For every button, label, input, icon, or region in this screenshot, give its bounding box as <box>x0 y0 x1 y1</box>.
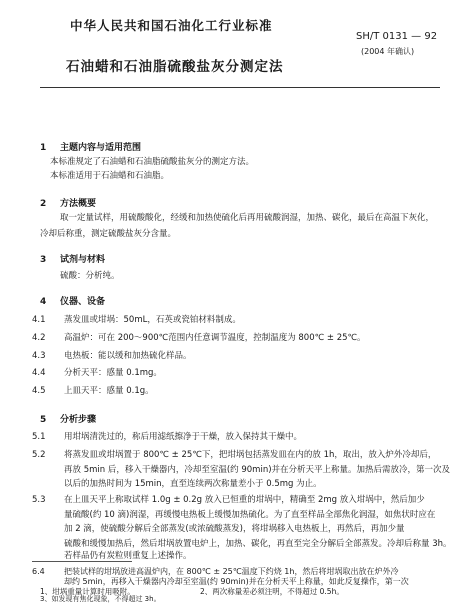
footnote: 1、坩埚重量计算时用吸附。 <box>40 587 135 596</box>
item-text: 硫酸和缓慢加热后，然后坩埚放置电炉上，加热、碳化，再直至完全分解后全部蒸发。冷却后称量 3h。 <box>64 539 452 549</box>
item-text: 在上皿天平上称取试样 1.0g ± 0.2g 放入已恒重的坩埚中，精确至 2mg 放入坩埚中，然后加少 <box>64 495 425 505</box>
item-text: 电热板：能以缓和加热硫化样品。 <box>64 351 192 361</box>
item-text: 量硫酸(约 10 滴)润湿，再缓慢电热板上缓慢加热硫化。为了直至样品全部焦化润湿，如焦状时应在 <box>64 510 436 520</box>
section-title: 仪器、设备 <box>60 297 106 307</box>
standard-confirmation-note: (2004 年确认) <box>361 47 415 56</box>
item-text: 把装试样的坩埚放进高温炉内，在 800℃ ± 25℃温度下约烧 1h，然后将坩埚取出放在炉外冷 <box>64 567 399 576</box>
procedure-line <box>32 448 436 460</box>
item-text: 高温炉：可在 200～900℃范围内任意调节温度，控制温度为 800℃ ± 25℃。 <box>64 333 366 343</box>
section-number: 4 <box>40 297 47 307</box>
item-text: 上皿天平：感量 0.1g。 <box>64 386 154 396</box>
standard-number: SH/T 0131 — 92 <box>356 31 438 42</box>
section-title: 分析步骤 <box>60 415 97 425</box>
item-text: 再放 5min 后，移入干燥器内，冷却至室温(约 90min)并在分析天平上称量。加热后需放冷，第一次及 <box>64 465 451 475</box>
item-text: 蒸发皿或坩埚：50mL，石英或瓷铂材料制成。 <box>64 315 241 325</box>
section-title: 试剂与材料 <box>60 255 106 265</box>
equipment-item <box>32 366 162 378</box>
procedure-line <box>32 430 302 442</box>
item-number: 4.4 <box>32 368 46 378</box>
item-number: 5.1 <box>32 432 46 442</box>
procedure-line <box>32 549 192 561</box>
procedure-line <box>32 493 425 505</box>
footnote: 2、两次称量差必须注明，不得超过 0.5h。 <box>200 587 344 596</box>
section-3-heading <box>40 252 105 265</box>
item-number: 5.2 <box>32 450 46 460</box>
section-5-heading <box>40 412 96 425</box>
equipment-item <box>32 384 154 396</box>
section-number: 5 <box>40 415 47 425</box>
procedure-line <box>32 522 404 534</box>
item-text: 却约 5min，再移入干燥器内冷却至室温(约 90min)并在分析天平上称量，如此反复操作，第一次 <box>64 577 409 586</box>
section-1-paragraph-2: 本标准适用于石油蜡和石油脂。 <box>50 171 170 181</box>
item-number: 4.5 <box>32 386 46 396</box>
item-number: 6.4 <box>32 567 45 576</box>
item-text: 用坩埚清洗过的，称后用滤纸擦净于干燥，放入保持其干燥中。 <box>64 432 303 442</box>
section-title: 主题内容与适用范围 <box>60 143 142 153</box>
document-title: 石油蜡和石油脂硫酸盐灰分测定法 <box>66 59 284 75</box>
item-text: 将蒸发皿或坩埚置于 800℃ ± 25℃下，把坩埚包括蒸发皿在内的放 1h，取出，放入炉外冷却后， <box>64 450 437 460</box>
section-1-heading <box>40 140 141 153</box>
section-number: 3 <box>40 255 47 265</box>
section-2-heading <box>40 196 96 209</box>
procedure-line <box>32 463 450 475</box>
header-divider <box>40 87 440 88</box>
item-number: 4.2 <box>32 333 46 343</box>
item-number: 4.1 <box>32 315 46 325</box>
procedure-line <box>32 537 452 549</box>
section-title: 方法概要 <box>60 199 97 209</box>
item-number: 4.3 <box>32 351 46 361</box>
item-text: 加 2 滴，使硫酸分解后全部蒸发(或浓硫酸蒸发)，将坩埚移入电热板上，再然后，再加少量 <box>64 524 405 534</box>
footnote: 3、如发现有焦化现象，不得超过 3h。 <box>40 595 161 603</box>
section-2-paragraph: 取一定量试样，用硫酸酸化，经缓和加热使硫化后再用硫酸润湿，加热、碳化，最后在高温下灰化，冷却后称重，测定硫酸盐灰分含量。 <box>40 213 435 239</box>
section-number: 2 <box>40 199 47 209</box>
item-text: 若样品仍有炭粒则重复上述操作。 <box>64 551 192 561</box>
standard-org-header: 中华人民共和国石油化工行业标准 <box>70 18 273 33</box>
item-text: 分析天平：感量 0.1mg。 <box>64 368 162 378</box>
section-4-heading <box>40 294 105 307</box>
section-3-paragraph: 硫酸：分析纯。 <box>60 271 120 281</box>
procedure-line <box>32 477 322 489</box>
section-number: 1 <box>40 143 47 153</box>
item-number: 5.3 <box>32 495 46 505</box>
procedure-line <box>32 508 435 520</box>
equipment-item <box>32 313 241 325</box>
item-text: 以后的加热时间为 15min，直至连续两次称量差小于 0.5mg 为止。 <box>64 479 322 489</box>
section-1-paragraph-1: 本标准规定了石油蜡和石油脂硫酸盐灰分的测定方法。 <box>50 157 255 167</box>
footnote-divider <box>32 561 132 562</box>
equipment-item <box>32 331 366 343</box>
equipment-item <box>32 349 192 361</box>
